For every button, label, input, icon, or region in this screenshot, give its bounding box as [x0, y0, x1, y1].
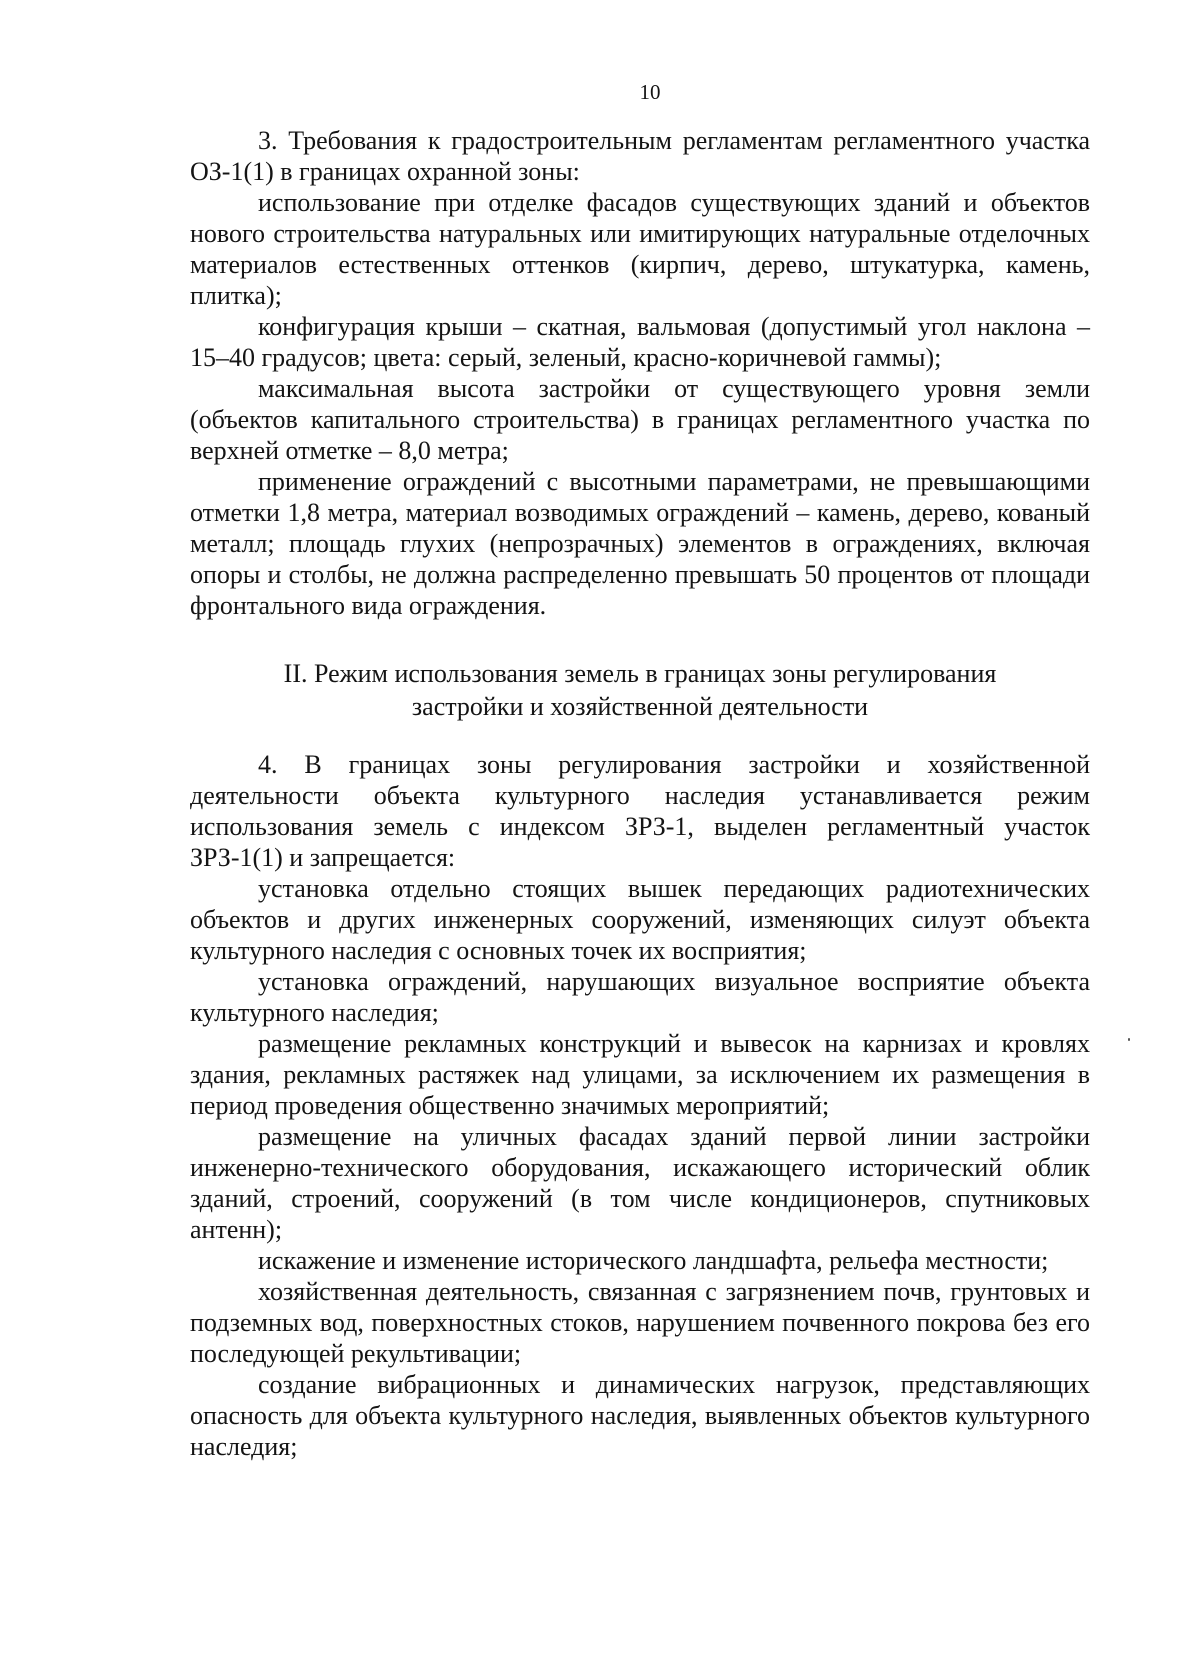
scan-speck	[510, 828, 512, 831]
section-heading-line: II. Режим использования земель в границах зоны регулирования	[283, 659, 997, 688]
paragraph: конфигурация крыши – скатная, вальмовая (допустимый угол наклона – 15–40 градусов; цвета: серый, зеленый, красно-коричневой гаммы);	[190, 312, 1090, 372]
paragraph: использование при отделке фасадов существующих зданий и объектов нового строительства натуральных или имитирующих натуральные отделочных материалов естественных оттенков (кирпич, дерево, штукатурка, камень, плитка);	[190, 188, 1090, 310]
paragraph: 3. Требования к градостроительным регламентам регламентного участка ОЗ-1(1) в границах охранной зоны:	[190, 126, 1090, 186]
section-4-prohibitions	[190, 749, 1090, 1462]
paragraph: искажение и изменение исторического ландшафта, рельефа местности;	[258, 1246, 1049, 1275]
paragraph: максимальная высота застройки от существующего уровня земли (объектов капитального строительства) в границах регламентного участка по верхней отметке – 8,0 метра;	[190, 374, 1090, 465]
paragraph: создание вибрационных и динамических нагрузок, представляющих опасность для объекта культурного наследия, выявленных объектов культурного наследия;	[190, 1370, 1090, 1461]
paragraph: 4. В границах зоны регулирования застройки и хозяйственной деятельности объекта культурного наследия устанавливается режим использования земель с индексом ЗРЗ-1, выделен регламентный участок ЗРЗ-1(1) и запрещается:	[190, 750, 1090, 872]
scan-speck	[1128, 1038, 1130, 1041]
page-number: 10	[639, 80, 661, 104]
paragraph: установка ограждений, нарушающих визуальное восприятие объекта культурного наследия;	[190, 967, 1090, 1027]
section-heading-line: застройки и хозяйственной деятельности	[411, 692, 869, 721]
paragraph: размещение на уличных фасадах зданий первой линии застройки инженерно-технического оборудования, искажающего исторический облик зданий, строений, сооружений (в том числе кондиционеров, спутниковых антенн);	[190, 1122, 1090, 1244]
paragraph: размещение рекламных конструкций и вывесок на карнизах и кровлях здания, рекламных растяжек над улицами, за исключением их размещения в период проведения общественно значимых мероприятий;	[190, 1029, 1090, 1120]
section-3-requirements	[190, 125, 1090, 621]
section-heading	[190, 657, 1090, 723]
paragraph: установка отдельно стоящих вышек передающих радиотехнических объектов и других инженерных сооружений, изменяющих силуэт объекта культурного наследия с основных точек их восприятия;	[190, 874, 1090, 965]
paragraph: применение ограждений с высотными параметрами, не превышающими отметки 1,8 метра, материал возводимых ограждений – камень, дерево, кованый металл; площадь глухих (непрозрачных) элементов в ограждениях, включая опоры и столбы, не должна распределенно превышать 50 процентов от площади фронтального вида ограждения.	[190, 467, 1090, 620]
paragraph: хозяйственная деятельность, связанная с загрязнением почв, грунтовых и подземных вод, поверхностных стоков, нарушением почвенного покрова без его последующей рекультивации;	[190, 1277, 1090, 1368]
